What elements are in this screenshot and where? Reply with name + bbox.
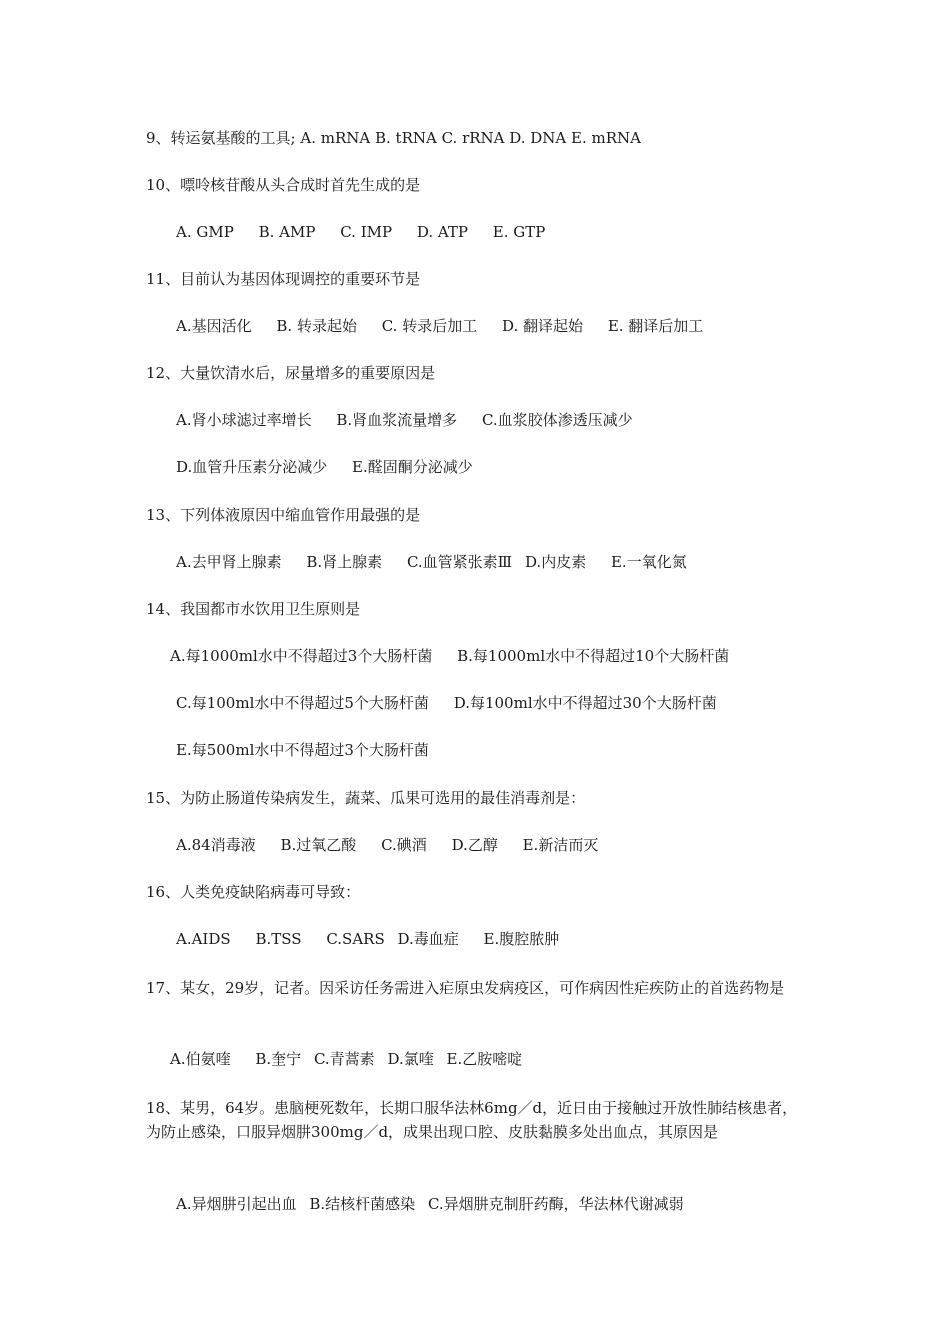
option-a: A.伯氨喹 [170,1050,231,1068]
option-b: B.每1000ml水中不得超过10个大肠杆菌 [457,647,730,665]
option-c: C.每100ml水中不得超过5个大肠杆菌 [176,694,429,712]
question-12-options-row1 [176,410,633,430]
question-13-stem: 13、下列体液原因中缩血管作用最强的是 [146,506,421,524]
option-a: A.AIDS [176,930,231,948]
option-e: E. 翻译后加工 [607,317,704,335]
question-14-options-row2 [176,693,717,713]
option-a: A.肾小球滤过率增长 [176,411,312,429]
question-12-options-row2 [176,457,473,477]
question-14-options-row3 [176,740,429,760]
question-13-options [176,552,687,572]
question-18-stem: 18、某男，64岁。患脑梗死数年，长期口服华法林6mg／d，近日由于接触过开放性肺结核患者，为防止感染，口服异烟肼300mg／d，成果出现口腔、皮肤黏膜多处出血点，其原因是 [146,1099,798,1141]
option-b: B.肾血浆流量增多 [336,411,458,429]
option-e: E.每500ml水中不得超过3个大肠杆菌 [176,741,429,759]
option-b: B.奎宁 [255,1050,302,1068]
option-c: C.血浆胶体渗透压减少 [481,411,633,429]
question-14-options-row1 [170,646,729,666]
option-b: B.TSS [255,930,302,948]
option-b: B.肾上腺素 [306,553,383,571]
option-d: D.每100ml水中不得超过30个大肠杆菌 [453,694,717,712]
option-b: B.结核杆菌感染 [309,1195,416,1213]
question-11-stem: 11、目前认为基因体现调控的重要环节是 [146,270,421,288]
question-10-options [176,222,545,242]
option-a: A.去甲肾上腺素 [176,553,282,571]
option-d: D.氯喹 [387,1050,434,1068]
question-10-stem: 10、嘌呤核苷酸从头合成时首先生成的是 [146,176,421,194]
option-d: D.血管升压素分泌减少 [176,458,328,476]
question-17-stem: 17、某女，29岁，记者。因采访任务需进入疟原虫发病疫区，可作病因性疟疾防止的首选药物是 [146,979,785,997]
option-b: B. 转录起始 [276,317,357,335]
question-14-stem: 14、我国都市水饮用卫生原则是 [146,600,361,618]
option-c: C. 转录后加工 [381,317,478,335]
option-c: C.血管紧张素Ⅲ [406,553,513,571]
option-e: E.醛固酮分泌减少 [352,458,473,476]
option-a: A.基因活化 [176,317,252,335]
option-b: B.过氧乙酸 [280,836,357,854]
option-d: D. ATP [416,223,468,241]
option-e: E.新洁而灭 [522,836,599,854]
option-a: A.每1000ml水中不得超过3个大肠杆菌 [170,647,433,665]
option-a: A. GMP [176,223,234,241]
option-d: D. 翻译起始 [502,317,584,335]
option-b: B. AMP [258,223,316,241]
question-12-stem: 12、大量饮清水后，尿量增多的重要原因是 [146,364,436,382]
question-9-stem: 9、转运氨基酸的工具; A. mRNA B. tRNA C. rRNA D. DNA E. mRNA [146,129,641,147]
question-16-options [176,929,559,949]
question-11-options [176,316,703,336]
option-c: C.异烟肼克制肝药酶，华法林代谢减弱 [427,1195,684,1213]
option-a: A.异烟肼引起出血 [176,1195,297,1213]
option-c: C.青蒿素 [313,1050,375,1068]
option-c: C.碘酒 [381,836,427,854]
question-18-options [176,1194,684,1214]
option-e: E.腹腔脓肿 [483,930,560,948]
option-a: A.84消毒液 [176,836,256,854]
question-16-stem: 16、人类免疫缺陷病毒可导致： [146,883,361,901]
option-d: D.内皮素 [524,553,587,571]
question-15-stem: 15、为防止肠道传染病发生，蔬菜、瓜果可选用的最佳消毒剂是： [146,789,586,807]
option-c: C. IMP [340,223,393,241]
question-17-options [170,1049,522,1069]
option-e: E. GTP [492,223,546,241]
option-c: C.SARS [326,930,385,948]
option-d: D.乙醇 [451,836,498,854]
question-15-options [176,835,598,855]
option-d: D.毒血症 [397,930,459,948]
option-e: E.一氧化氮 [610,553,687,571]
option-e: E.乙胺嘧啶 [446,1050,523,1068]
